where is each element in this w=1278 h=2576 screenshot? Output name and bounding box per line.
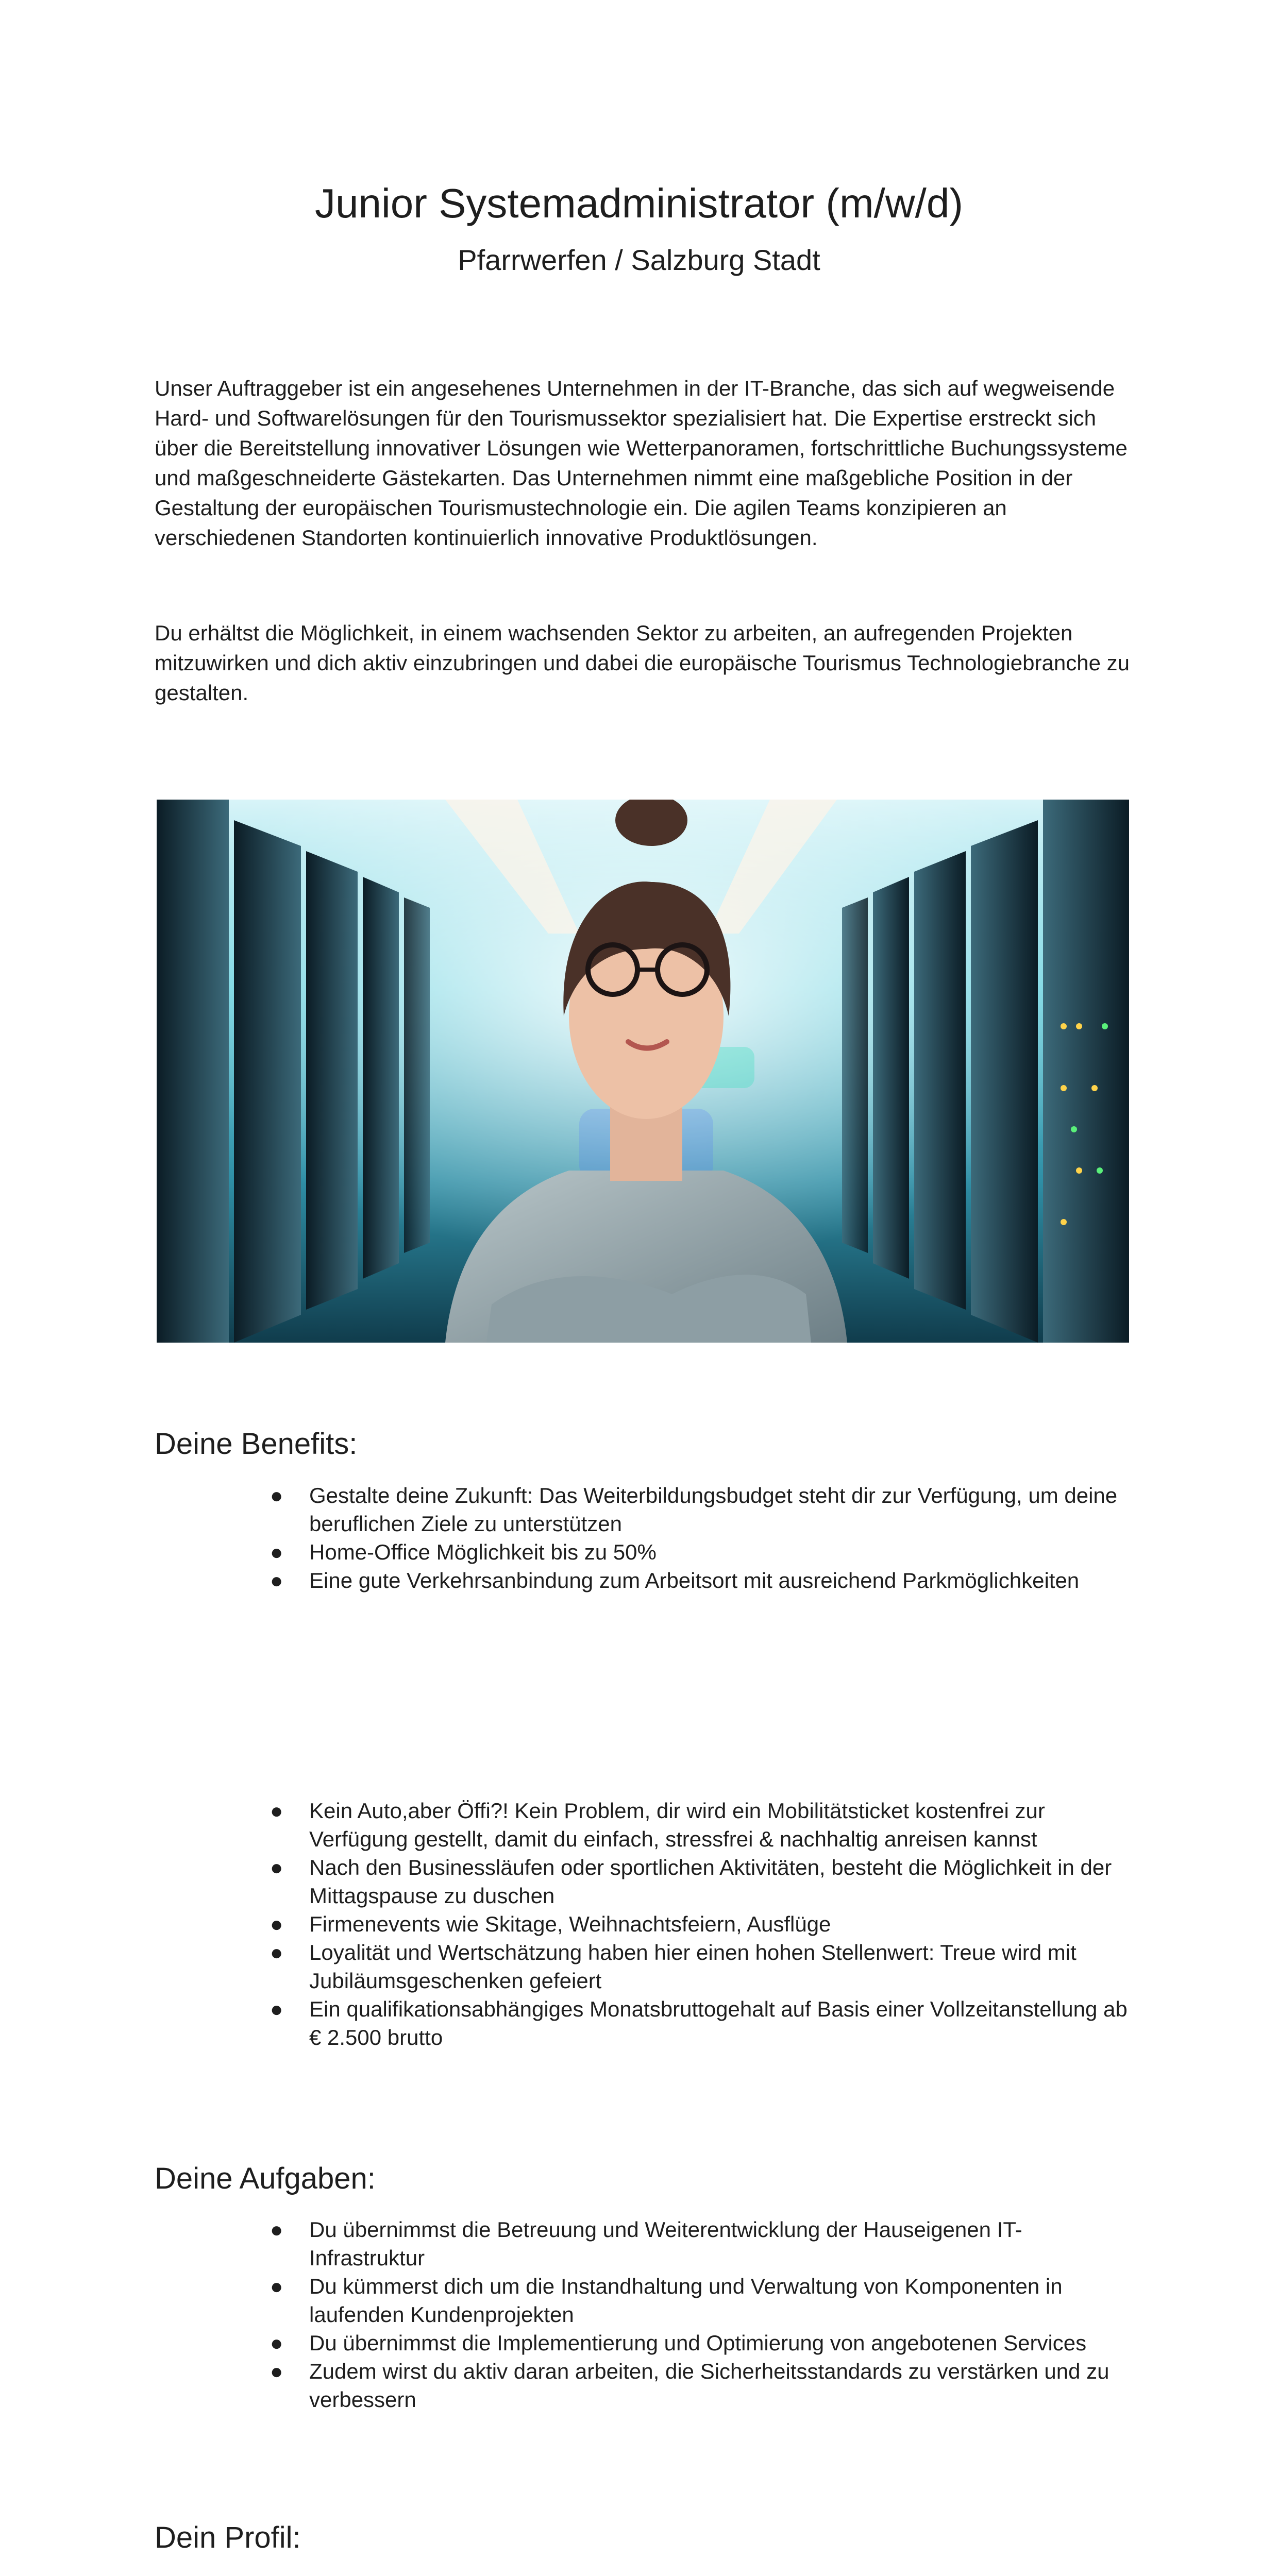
list-item: ● Gestalte deine Zukunft: Das Weiterbildungsbudget steht dir zur Verfügung, um deine beruflichen Ziele zu unterstützen: [309, 1481, 1134, 1538]
job-title: Junior Systemadministrator (m/w/d): [314, 180, 964, 226]
list-item: ● Zudem wirst du aktiv daran arbeiten, die Sicherheitsstandards zu verstärken und zu verbessern: [309, 2357, 1134, 2414]
bullet-icon: ●: [270, 1997, 283, 2021]
tasks-heading: Deine Aufgaben:: [155, 2162, 376, 2195]
benefits-list-secondary: [270, 1797, 1134, 2052]
bullet-icon: ●: [270, 2359, 283, 2383]
bullet-icon: ●: [270, 1912, 283, 1936]
list-item: ● Du kümmerst dich um die Instandhaltung und Verwaltung von Komponenten in laufenden Kundenprojekten: [309, 2272, 1134, 2329]
list-item: ● Nach den Businessläufen oder sportlichen Aktivitäten, besteht die Möglichkeit in der Mittagspause zu duschen: [309, 1853, 1134, 1910]
benefits-list-primary: [270, 1481, 1134, 1595]
bullet-icon: ●: [270, 2217, 283, 2242]
bullet-icon: ●: [270, 2331, 283, 2355]
bullet-icon: ●: [270, 1855, 283, 1879]
tasks-list: [270, 2215, 1134, 2414]
bullet-icon: ●: [270, 1483, 283, 1507]
profile-heading: Dein Profil:: [155, 2521, 301, 2554]
list-item: ● Home-Office Möglichkeit bis zu 50%: [309, 1538, 1134, 1566]
list-item: ● Loyalität und Wertschätzung haben hier einen hohen Stellenwert: Treue wird mit Jubiläumsgeschenken gefeiert: [309, 1938, 1134, 1995]
company-description: Unser Auftraggeber ist ein angesehenes Unternehmen in der IT-Branche, das sich auf wegweisende Hard- und Softwarelösungen für den Tourismussektor spezialisiert hat. Die Expertise erstreckt sich über die Bereitstellung innovativer Lösungen wie Wetterpanoramen, fortschrittliche Buchungssysteme und maßgeschneiderte Gästekarten. Das Unternehmen nimmt eine maßgebliche Position in der Gestaltung der europäischen Tourismustechnologie ein. Die agilen Teams konzipieren an verschiedenen Standorten kontinuierlich innovative Produktlösungen.: [155, 376, 1128, 550]
list-item: ● Kein Auto,aber Öffi?! Kein Problem, dir wird ein Mobilitätsticket kostenfrei zur Verfügung gestellt, damit du einfach, stressfrei & nachhaltig anreisen kannst: [309, 1797, 1134, 1853]
bullet-icon: ●: [270, 2274, 283, 2298]
list-item: ● Firmenevents wie Skitage, Weihnachtsfeiern, Ausflüge: [309, 1910, 1134, 1938]
opportunity-description: Du erhältst die Möglichkeit, in einem wachsenden Sektor zu arbeiten, an aufregenden Projekten mitzuwirken und dich aktiv einzubringen und dabei die europäische Tourismus Technologiebranche zu gestalten.: [155, 621, 1130, 705]
bullet-icon: ●: [270, 1940, 283, 1964]
list-item: ● Ein qualifikationsabhängiges Monatsbruttogehalt auf Basis einer Vollzeitanstellung ab € 2.500 brutto: [309, 1995, 1134, 2052]
bullet-icon: ●: [270, 1799, 283, 1823]
bullet-icon: ●: [270, 1540, 283, 1564]
list-item: ● Du übernimmst die Implementierung und Optimierung von angebotenen Services: [309, 2329, 1134, 2357]
photo-woman-server-room-icon: [157, 800, 1129, 1343]
list-item: ● Eine gute Verkehrsanbindung zum Arbeitsort mit ausreichend Parkmöglichkeiten: [309, 1566, 1134, 1595]
job-location: Pfarrwerfen / Salzburg Stadt: [458, 244, 820, 276]
bullet-icon: ●: [270, 1568, 283, 1592]
list-item: ● Du übernimmst die Betreuung und Weiterentwicklung der Hauseigenen IT-Infrastruktur: [309, 2215, 1134, 2272]
benefits-heading: Deine Benefits:: [155, 1427, 358, 1461]
